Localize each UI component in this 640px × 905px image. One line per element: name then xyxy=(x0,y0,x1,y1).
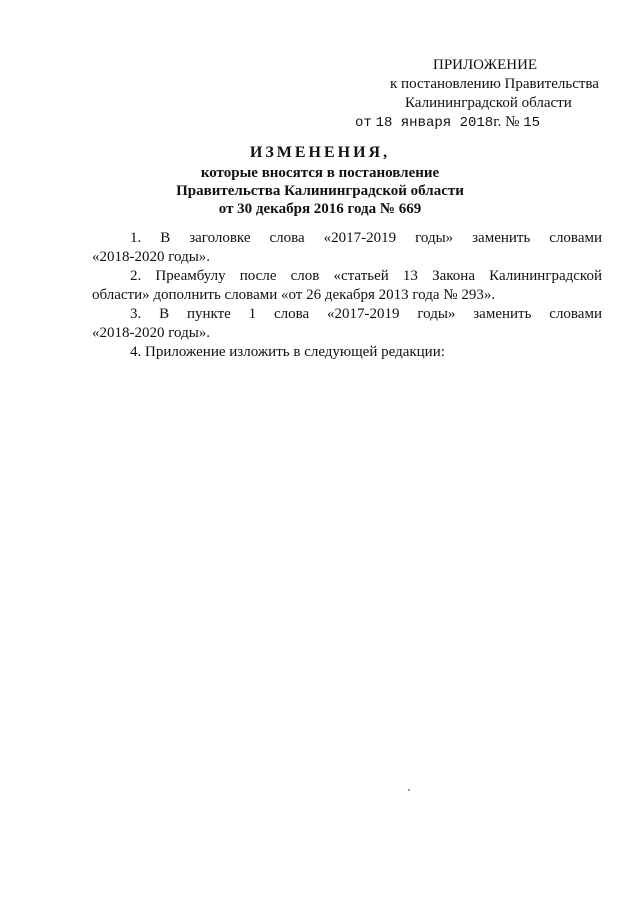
item-1-first-line: 1. В заголовке слова «2017-2019 годы» заменить словами xyxy=(130,230,602,246)
item-1-continuation: «2018-2020 годы». xyxy=(92,249,211,265)
item-2-first-line: 2. Преамбулу после слов «статьей 13 Закона Калининградской xyxy=(130,268,602,284)
date-suffix: г. № xyxy=(493,114,520,130)
title-line-4: от 30 декабря 2016 года № 669 xyxy=(218,201,422,217)
document-body xyxy=(92,229,602,362)
list-item xyxy=(92,305,602,343)
item-2-continuation: области» дополнить словами «от 26 декабря 2013 года № 293». xyxy=(92,287,496,303)
appendix-title: ПРИЛОЖЕНИЕ xyxy=(433,57,538,73)
resolution-number: 15 xyxy=(523,115,541,131)
item-4-text: 4. Приложение изложить в следующей редакции: xyxy=(130,344,445,360)
item-3-first-line: 3. В пункте 1 слова «2017-2019 годы» заменить словами xyxy=(130,306,602,322)
list-item xyxy=(92,229,602,267)
document-title xyxy=(100,144,540,218)
list-item xyxy=(92,267,602,305)
list-item xyxy=(92,343,602,362)
appendix-stamp xyxy=(330,56,599,133)
title-line-3: Правительства Калининградской области xyxy=(176,183,464,199)
title-line-2: которые вносятся в постановление xyxy=(200,165,440,181)
item-3-continuation: «2018-2020 годы». xyxy=(92,325,211,341)
date-value: 18 января 2018 xyxy=(375,115,494,131)
appendix-region-line: Калининградской области xyxy=(405,95,572,111)
date-prefix: от xyxy=(355,115,372,131)
title-main: ИЗМЕНЕНИЯ, xyxy=(249,144,391,161)
appendix-resolution-line: к постановлению Правительства xyxy=(390,76,599,92)
scan-speck xyxy=(408,789,410,791)
appendix-date-line xyxy=(330,113,590,133)
